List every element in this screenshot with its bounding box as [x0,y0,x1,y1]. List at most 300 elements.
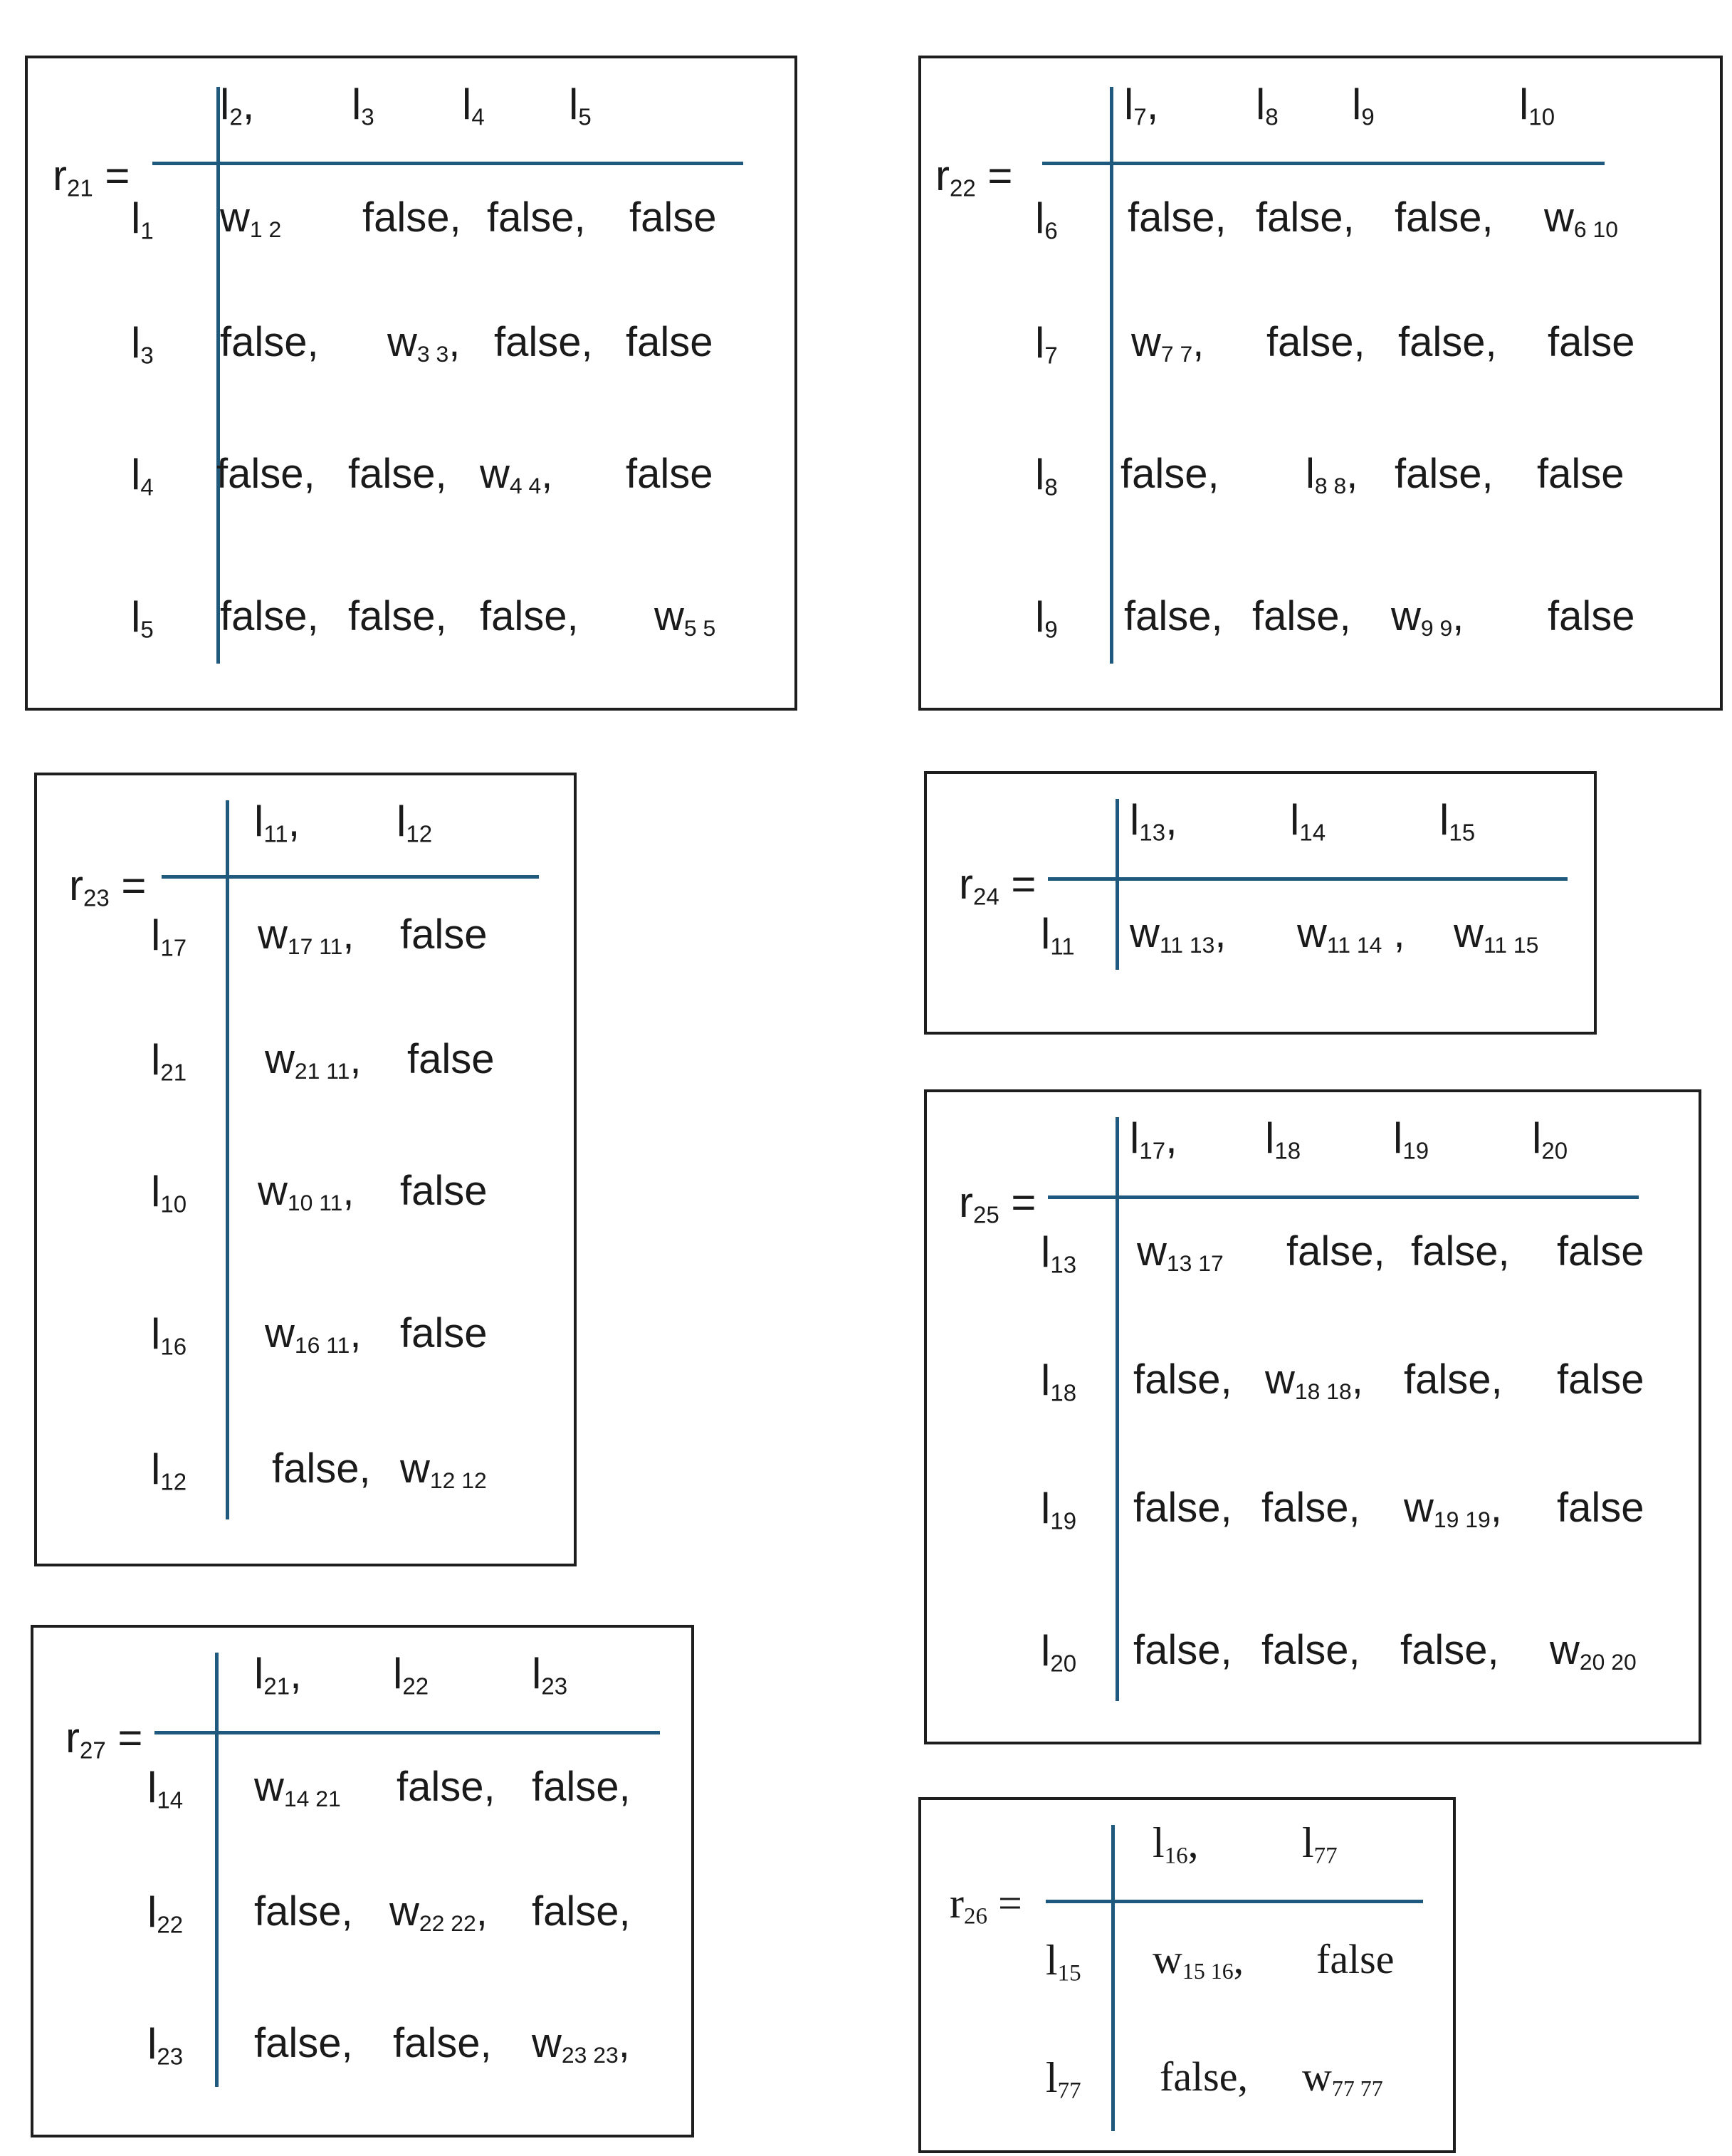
matrix-cell [1411,1228,1510,1275]
matrix-cell-sep: , [1214,910,1227,956]
relation-name-base: r [65,1714,80,1762]
matrix-cell-base: w [480,451,510,497]
relation-name [935,152,1013,202]
matrix-cell-base: false [1256,194,1343,241]
matrix-cell-subscript: 6 10 [1573,216,1618,242]
relation-name [959,860,1036,910]
column-header [569,80,592,130]
matrix-cell-base: false [400,1310,488,1356]
column-header-subscript: 17 [1139,1137,1166,1164]
column-header [254,1650,302,1700]
column-header-base: l [1393,1114,1403,1162]
matrix-cell-sep: , [307,319,319,365]
matrix-cell-base: false [1128,194,1215,241]
matrix-cell-base: w [387,319,417,365]
column-header [220,80,255,130]
matrix-cell [1548,593,1635,639]
matrix-cell-sep: , [1339,593,1351,639]
matrix-cell-base: false [362,194,450,241]
relation-name [959,1178,1036,1228]
column-header-sep: , [1165,1114,1177,1162]
matrix-cell [1395,451,1494,497]
matrix-cell-base: false [1557,1356,1644,1403]
matrix-cell-base: false [1548,319,1635,365]
matrix-cell-sep: , [1214,194,1227,241]
matrix-cell-sep: , [480,2020,492,2066]
column-header [1393,1114,1429,1164]
relation-name-subscript: 25 [972,1201,999,1228]
matrix-cell-sep: , [350,1310,362,1356]
matrix-cell [1124,593,1223,639]
row-header-subscript: 14 [157,1786,184,1814]
horizontal-divider [162,875,539,879]
matrix-cell [1544,194,1618,242]
row-header [1041,1356,1077,1406]
column-header-base: l [569,80,579,128]
matrix-cell-sep: , [1346,451,1358,497]
row-header-subscript: 8 [1044,473,1058,501]
row-header-base: l [131,319,141,367]
relation-name-sep: = [987,1880,1022,1927]
row-header-base: l [151,1445,161,1493]
matrix-cell-sep: , [619,1888,631,1935]
row-header-subscript: 4 [140,473,154,501]
matrix-cell-base: false [1400,1627,1488,1673]
matrix-cell-base: w [1130,910,1160,956]
row-header [131,319,154,369]
matrix-cell-base: false [629,194,717,241]
row-header [131,194,154,244]
row-header-subscript: 9 [1044,616,1058,643]
matrix-cell-base: false [254,2020,342,2066]
column-header-base: l [220,80,230,128]
row-header [147,2020,184,2070]
matrix-cell [480,593,579,639]
matrix-cell [258,1168,355,1215]
vertical-divider [216,87,220,664]
row-header-base: l [151,911,161,959]
matrix-cell-base: w [1131,319,1161,365]
matrix-cell-base: false [220,319,308,365]
matrix-cell-subscript: 17 11 [287,933,343,959]
column-header-sep: , [1146,80,1159,128]
column-header [1519,80,1555,130]
row-header-subscript: 6 [1044,217,1058,244]
vertical-divider [1110,87,1113,664]
matrix-cell [220,194,282,242]
matrix-cell [1261,1627,1360,1673]
matrix-cell-base: false [1548,593,1635,639]
matrix-cell-subscript: 23 23 [561,2041,619,2068]
row-header [147,1888,184,1938]
matrix-cell [265,1036,362,1084]
matrix-cell [393,2020,492,2066]
column-header-base: l [352,80,362,128]
matrix-cell [254,2020,353,2066]
column-header-base: l [1352,80,1362,128]
matrix-cell-subscript: 9 9 [1420,614,1453,641]
matrix-cell-sep: , [1487,1627,1499,1673]
row-header-base: l [1046,2054,1058,2101]
row-header [1041,1627,1077,1677]
matrix-cell [265,1310,362,1358]
matrix-cell-subscript: 16 11 [294,1331,350,1358]
row-header-base: l [147,1888,157,1936]
matrix-cell-sep: , [435,593,447,639]
matrix-cell [1160,2053,1248,2100]
matrix-cell [629,194,717,241]
matrix-cell-sep: , [1192,319,1204,365]
matrix-cell [389,1888,488,1936]
column-header-subscript: 20 [1541,1137,1568,1164]
matrix-cell-subscript: 15 16 [1182,1958,1234,1984]
matrix-cell [1261,1487,1360,1529]
matrix-cell [348,451,447,497]
matrix-cell-base: w [220,194,250,241]
matrix-cell [254,1888,353,1935]
matrix-cell-sep: , [341,1888,353,1935]
horizontal-divider [1046,1900,1423,1903]
column-header-subscript: 8 [1265,103,1279,130]
matrix-cell-sep: , [307,593,319,639]
column-header-base: l [1256,80,1266,128]
matrix-cell-base: false [1557,1228,1644,1275]
column-header [1130,796,1177,846]
relation-name [53,152,130,202]
column-header-sep: , [290,1650,302,1697]
row-header-base: l [131,194,141,242]
column-header-sep: , [288,797,300,845]
matrix-cell [1537,451,1625,497]
matrix-cell-sep: , [435,451,447,497]
matrix-cell-sep: , [581,319,593,365]
column-header-base: l [254,1650,264,1697]
matrix-cell [494,319,593,365]
column-header-base: l [254,797,264,845]
row-header-base: l [1041,1228,1051,1276]
matrix-cell [532,2020,630,2068]
matrix-cell-sep: , [567,593,579,639]
matrix-cell-sep: , [1220,1485,1232,1531]
row-header-base: l [1035,319,1045,367]
row-header-subscript: 23 [157,2043,184,2070]
row-header [151,1310,187,1360]
row-header [1041,1487,1076,1532]
matrix-cell-base: false [216,451,304,497]
matrix-cell-sep: , [359,1445,371,1492]
row-header-base: l [1041,1356,1051,1404]
matrix-cell-base: false [1286,1228,1374,1275]
matrix-cell [1454,910,1539,958]
column-header-base: l [532,1650,542,1697]
matrix-cell-base: false [400,1168,488,1214]
matrix-cell [1550,1627,1637,1675]
matrix-cell-base: w [1265,1356,1295,1403]
matrix-cell-base: w [265,1036,295,1082]
row-header-base: l [1046,1937,1058,1984]
row-header-subscript: 18 [1050,1379,1077,1406]
relation-name-base: r [935,152,950,199]
column-header-base: l [393,1650,403,1697]
row-header-subscript: 77 [1057,2078,1081,2104]
matrix-cell-sep: , [342,1168,355,1214]
row-header-subscript: 1 [140,217,154,244]
matrix-cell-base: false [1316,1936,1395,1982]
matrix-cell-base: false [1133,1356,1221,1403]
matrix-cell-base: false [1160,2053,1238,2100]
row-header [1035,319,1058,369]
matrix-cell-subscript: 77 77 [1331,2076,1383,2101]
matrix-cell [1297,910,1405,958]
matrix-cell [480,451,553,498]
column-header-subscript: 13 [1139,819,1166,846]
relation-table-r25 [924,1089,1701,1744]
column-header-base: l [1130,796,1140,844]
matrix-cell [400,1168,488,1214]
column-header [1124,80,1159,130]
matrix-cell-subscript: 11 14 [1326,931,1382,958]
matrix-cell-subscript: 19 19 [1433,1506,1491,1532]
row-header [151,911,187,961]
matrix-cell [532,1888,631,1935]
relation-name-base: r [959,1178,973,1226]
matrix-cell-subscript: 7 7 [1160,340,1193,367]
relation-name-subscript: 24 [972,883,999,910]
relation-name-sep: = [109,862,147,909]
column-header-subscript: 23 [541,1673,568,1700]
matrix-cell-sep: , [350,1036,362,1082]
matrix-cell-base: false [1395,194,1482,241]
matrix-cell-base: false [480,593,567,639]
relation-name-subscript: 23 [83,884,110,911]
matrix-cell [1548,319,1635,365]
horizontal-divider [1048,1195,1639,1199]
matrix-cell-base: w [1297,910,1327,956]
row-header [151,1445,187,1495]
matrix-cell-base: false [1266,319,1354,365]
matrix-cell-base: w [1302,2053,1332,2100]
matrix-cell [220,593,319,639]
matrix-cell [254,1764,341,1811]
relation-table-r27 [31,1625,694,2137]
horizontal-divider [1048,877,1568,881]
matrix-cell-sep: , [1491,1356,1503,1403]
matrix-cell-subscript: 11 15 [1483,931,1539,958]
relation-name-base: r [950,1880,964,1927]
column-header [1153,1821,1199,1868]
row-header-subscript: 21 [160,1059,187,1086]
matrix-cell [1286,1228,1385,1275]
vertical-divider [226,800,229,1519]
relation-name-base: r [959,860,973,908]
relation-name-subscript: 21 [66,174,93,202]
matrix-cell-sep: , [1498,1228,1510,1275]
row-header-subscript: 10 [160,1190,187,1218]
row-header [1046,2056,1081,2103]
relation-name-sep: = [93,152,130,199]
matrix-cell-base: false [397,1764,484,1810]
matrix-cell-base: w [400,1445,430,1492]
matrix-cell-subscript: 10 11 [287,1189,343,1215]
matrix-cell-base: false [1411,1228,1499,1275]
relation-table-r21 [25,56,797,711]
matrix-cell-base: false [487,194,574,241]
matrix-cell-base: w [654,593,684,639]
relation-name-base: r [69,862,83,909]
matrix-cell [1130,910,1227,958]
relation-name [69,864,146,909]
matrix-cell-sep: , [1490,1485,1502,1531]
relation-table-r22 [918,56,1723,711]
matrix-cell [1400,1627,1499,1673]
matrix-cell-sep: , [619,1764,631,1810]
matrix-cell-base: false [1537,451,1625,497]
relation-name-sep: = [999,1178,1036,1226]
matrix-cell-sep: , [541,451,553,497]
row-header [147,1764,184,1814]
column-header-base: l [397,797,406,845]
matrix-cell [397,1764,495,1810]
matrix-cell [1395,194,1494,241]
column-header-sep: , [242,80,255,128]
matrix-cell [1120,451,1219,497]
matrix-cell-sep: , [1485,319,1497,365]
column-header [462,80,485,130]
matrix-cell [407,1036,495,1082]
matrix-cell [1133,1487,1232,1529]
row-header-base: l [1041,1485,1051,1532]
matrix-cell [1404,1356,1503,1403]
column-header-subscript: 12 [406,820,433,847]
relation-table-r24 [924,771,1597,1035]
relation-name-sep: = [105,1714,143,1762]
matrix-cell-base: false [1252,593,1340,639]
matrix-cell [1306,451,1358,498]
column-header-subscript: 7 [1133,103,1147,130]
matrix-cell [1266,319,1365,365]
column-header-base: l [1290,796,1300,844]
column-header-subscript: 3 [361,103,374,130]
column-header-subscript: 19 [1402,1137,1429,1164]
matrix-cell-base: false [532,1888,619,1935]
column-header-subscript: 21 [263,1673,290,1700]
matrix-cell [1316,1936,1395,1982]
matrix-cell [1557,1356,1644,1403]
matrix-cell-sep: , [476,1888,488,1935]
horizontal-divider [1042,162,1605,165]
column-header [532,1650,568,1700]
relation-table-r26 [918,1797,1456,2153]
matrix-cell-base: false [348,593,436,639]
matrix-cell-base: false [407,1036,495,1082]
matrix-cell-sep: , [1373,1228,1385,1275]
matrix-cell [1128,194,1227,241]
matrix-cell [1302,2053,1383,2101]
matrix-cell-base: w [1137,1228,1167,1275]
vertical-divider [1111,1825,1115,2131]
column-header-subscript: 16 [1164,1843,1188,1869]
matrix-cell [1252,593,1351,639]
matrix-cell-sep: , [574,194,586,241]
row-header-subscript: 20 [1050,1650,1077,1677]
matrix-cell-base: false [1398,319,1486,365]
matrix-cell-base: false [1395,451,1482,497]
column-header-base: l [1532,1114,1542,1162]
matrix-cell [258,911,355,959]
column-header-subscript: 77 [1313,1843,1338,1869]
matrix-cell-base: false [1404,1356,1491,1403]
column-header [1265,1114,1301,1164]
matrix-cell [362,194,461,241]
row-header-base: l [131,451,141,498]
column-header-subscript: 5 [578,103,592,130]
row-header-subscript: 11 [1050,933,1075,960]
matrix-cell-base: false [494,319,582,365]
matrix-cell-base: false [532,1764,619,1810]
matrix-cell-sep: , [483,1764,495,1810]
matrix-cell-base: w [1153,1936,1182,1982]
matrix-cell [487,194,586,241]
row-header-subscript: 19 [1050,1507,1077,1534]
matrix-cell [1256,194,1355,241]
matrix-cell [400,911,488,958]
matrix-cell-base: w [532,2020,562,2066]
row-header-base: l [147,2020,157,2068]
matrix-cell [1131,319,1204,367]
row-header-subscript: 17 [160,934,187,961]
vertical-divider [1116,799,1119,970]
relation-name-sep: = [975,152,1013,199]
matrix-cell-sep: , [341,2020,353,2066]
column-header-subscript: 15 [1449,819,1476,846]
matrix-cell-base: false [626,451,713,497]
matrix-cell-base: w [1391,593,1421,639]
row-header [1046,1939,1081,1985]
relation-table-r23 [34,773,577,1566]
relation-name-base: r [53,152,67,199]
matrix-cell-subscript: 13 17 [1166,1250,1224,1276]
matrix-cell [1133,1627,1232,1673]
matrix-cell [1557,1228,1644,1275]
matrix-cell-base: false [1133,1627,1221,1673]
matrix-cell [1133,1356,1232,1403]
matrix-cell-subscript: 1 2 [249,216,282,242]
matrix-cell-base: false [1120,451,1208,497]
matrix-cell-subscript: 22 22 [419,1910,476,1936]
matrix-cell-subscript: 3 3 [416,340,449,367]
vertical-divider [215,1653,219,2087]
row-header [1035,194,1058,244]
matrix-cell-base: false [626,319,713,365]
row-header-base: l [1041,910,1051,958]
matrix-cell [626,319,713,365]
column-header [397,797,433,847]
column-header [1532,1114,1568,1164]
row-header [1041,1228,1077,1278]
matrix-cell [272,1445,371,1492]
relation-name [65,1714,143,1764]
column-header-base: l [462,80,472,128]
column-header-subscript: 10 [1528,103,1555,130]
matrix-cell-subscript: 21 11 [294,1057,350,1084]
row-header [1041,910,1075,960]
matrix-cell [1265,1356,1363,1404]
column-header-subscript: 22 [402,1673,429,1700]
row-header-subscript: 16 [160,1333,187,1360]
column-header-subscript: 14 [1299,819,1326,846]
matrix-cell [220,319,319,365]
row-header-subscript: 3 [140,342,154,369]
